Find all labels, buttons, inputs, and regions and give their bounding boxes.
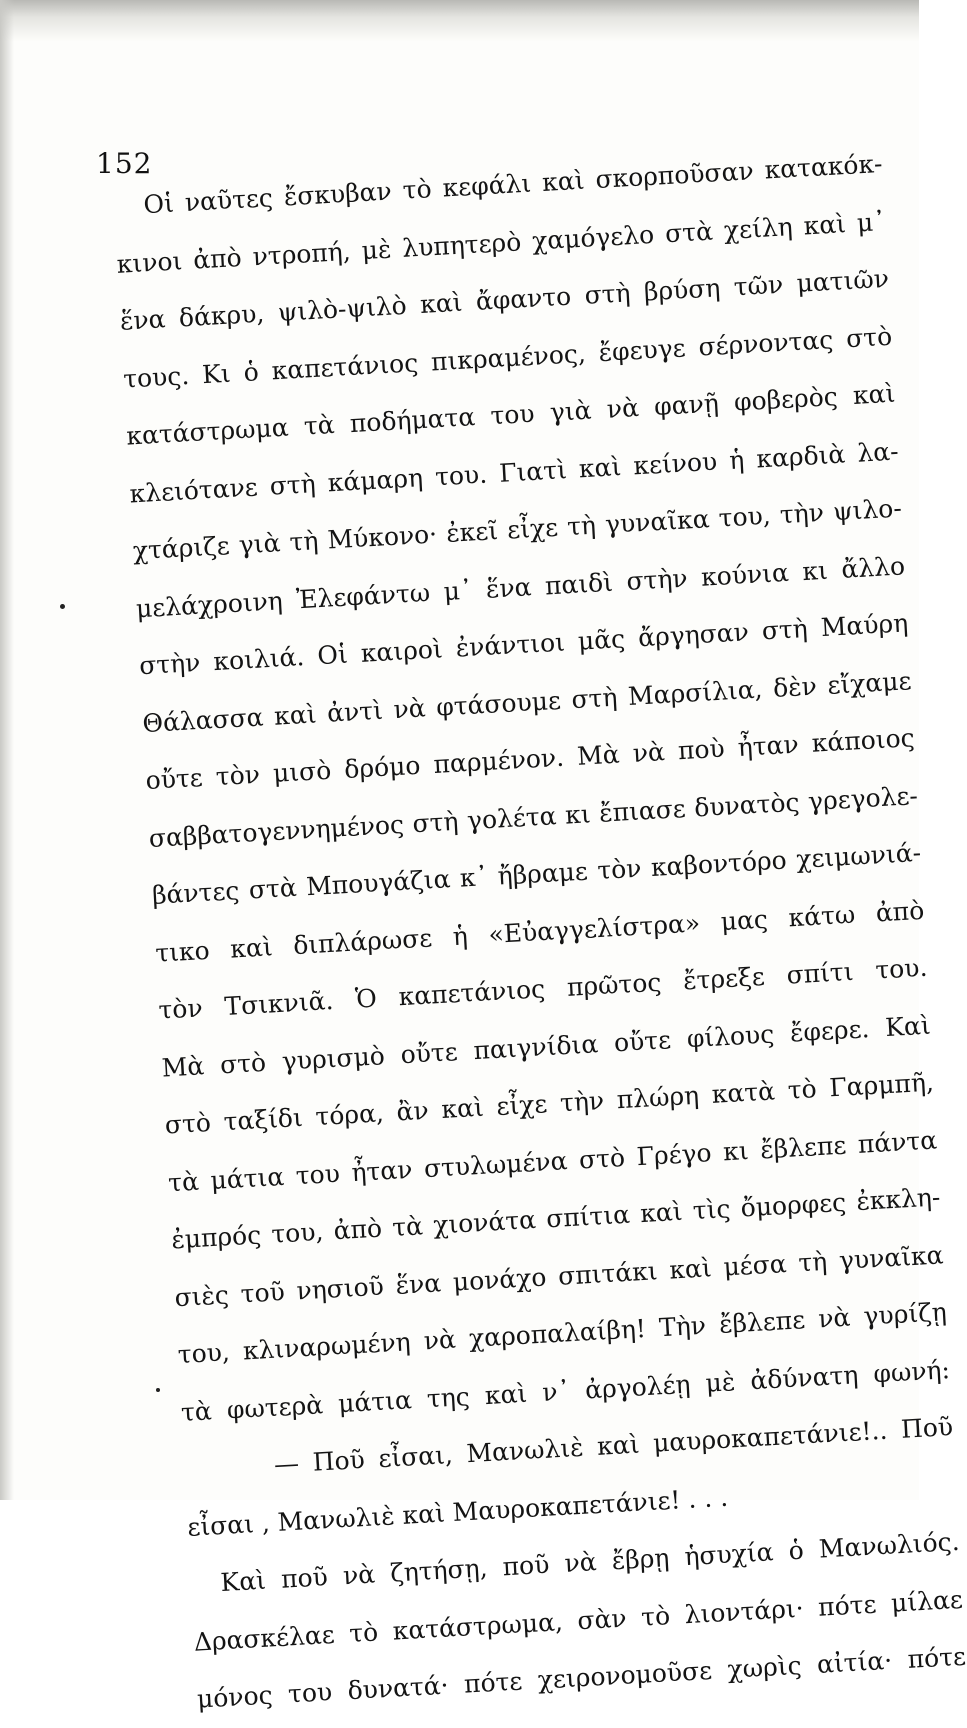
text-line: Καὶ ποῦ νὰ ζητήσῃ, ποῦ νὰ ἔβρῃ ἡσυχία ὁ Μανωλιός. bbox=[219, 1526, 961, 1598]
text-line: τους. Κι ὁ καπετάνιος πικραμένος, ἔφευγε σέρνοντας στὸ bbox=[122, 321, 893, 394]
text-line: τὸν Τσικνιᾶ. Ὁ καπετάνιος πρῶτος ἔτρεξε σπίτι του. bbox=[157, 952, 929, 1025]
text-line: τὰ φωτερὰ μάτια της καὶ ν᾿ ἀργολέῃ μὲ ἀδύνατη φωνή: bbox=[180, 1354, 951, 1427]
text-line: Οἱ ναῦτες ἔσκυβαν τὸ κεφάλι καὶ σκορποῦσαν κατακόκ- bbox=[142, 148, 884, 220]
text-line: μελάχροινη Ἐλεφάντω μ᾿ ἕνα παιδὶ στὴν κούνια κι ἄλλο bbox=[135, 550, 906, 623]
text-line: κλειότανε στὴ κάμαρη του. Γιατὶ καὶ κείνου ἡ καρδιὰ λα- bbox=[128, 436, 900, 508]
page-number: 152 bbox=[96, 147, 153, 180]
ink-speck bbox=[60, 604, 65, 609]
text-line: σαββατογεννημένος στὴ γολέτα κι ἔπιασε δυνατὸς γρεγολε- bbox=[148, 780, 919, 853]
text-line: Θάλασσα καὶ ἀντὶ νὰ φτάσουμε στὴ Μαρσίλια, δὲν εἴχαμε bbox=[141, 665, 913, 738]
text-line: Δρασκέλαε τὸ κατάστρωμα, σὰν τὸ λιοντάρι· πότε μίλαε bbox=[193, 1584, 964, 1657]
ink-speck bbox=[156, 1388, 160, 1392]
text-line: Μὰ στὸ γυρισμὸ οὔτε παιγνίδια οὔτε φίλους ἔφερε. Καὶ bbox=[160, 1010, 932, 1083]
text-line: τικο καὶ διπλάρωσε ἡ «Εὐαγγελίστρα» μας κάτω ἀπὸ bbox=[154, 895, 925, 968]
text-line: χτάριζε γιὰ τὴ Μύκονο· ἐκεῖ εἶχε τὴ γυναῖκα του, τὴν ψιλο- bbox=[132, 493, 903, 566]
body-text bbox=[112, 135, 967, 1728]
text-line: στὴν κοιλιά. Οἱ καιροὶ ἐνάντιοι μᾶς ἄργησαν στὴ Μαύρη bbox=[138, 608, 909, 681]
text-line: βάντες στὰ Μπουγάζια κ᾿ ἤβραμε τὸν καβοντόρο χειμωνιά- bbox=[151, 837, 922, 910]
text-line: κινοι ἀπὸ ντροπή, μὲ λυπητερὸ χαμόγελο στὰ χείλη καὶ μ᾿ bbox=[115, 206, 887, 279]
text-line: του, κλιναρωμένη νὰ χαροπαλαίβη! Τὴν ἔβλεπε νὰ γυρίζῃ bbox=[176, 1297, 948, 1370]
text-line: τὰ μάτια του ἦταν στυλωμένα στὸ Γρέγο κι ἔβλεπε πάντα bbox=[167, 1124, 938, 1197]
scan-left-shadow bbox=[0, 0, 14, 1500]
text-line: κατάστρωμα τὰ ποδήματα του γιὰ νὰ φανῇ φοβερὸς καὶ bbox=[125, 378, 897, 451]
text-line: στὸ ταξίδι τόρα, ἂν καὶ εἶχε τὴν πλώρη κατὰ τὸ Γαρμπῆ, bbox=[164, 1067, 935, 1140]
text-line: ἐμπρός του, ἀπὸ τὰ χιονάτα σπίτια καὶ τὶς ὄμορφες ἐκκλη- bbox=[170, 1182, 941, 1255]
text-line: σιὲς τοῦ νησιοῦ ἕνα μονάχο σπιτάκι καὶ μέσα τὴ γυναῖκα bbox=[173, 1239, 945, 1312]
text-line: εἶσαι , Μανωλιὲ καὶ Μαυροκαπετάνιε! . . . bbox=[186, 1482, 729, 1542]
dialogue-line: — Ποῦ εἶσαι, Μανωλιὲ καὶ μαυροκαπετάνιε!.. Ποῦ bbox=[273, 1412, 954, 1479]
text-line: οὔτε τὸν μισὸ δρόμο παρμένον. Μὰ νὰ ποὺ ἦταν κάποιος bbox=[144, 723, 916, 796]
text-line: ἕνα δάκρυ, ψιλὸ-ψιλὸ καὶ ἄφαντο στὴ βρύση τῶν ματιῶν bbox=[119, 263, 890, 336]
scan-top-shadow bbox=[0, 0, 919, 42]
text-line: μόνος του δυνατά· πότε χειρονομοῦσε χωρὶς αἰτία· πότε bbox=[196, 1641, 967, 1714]
